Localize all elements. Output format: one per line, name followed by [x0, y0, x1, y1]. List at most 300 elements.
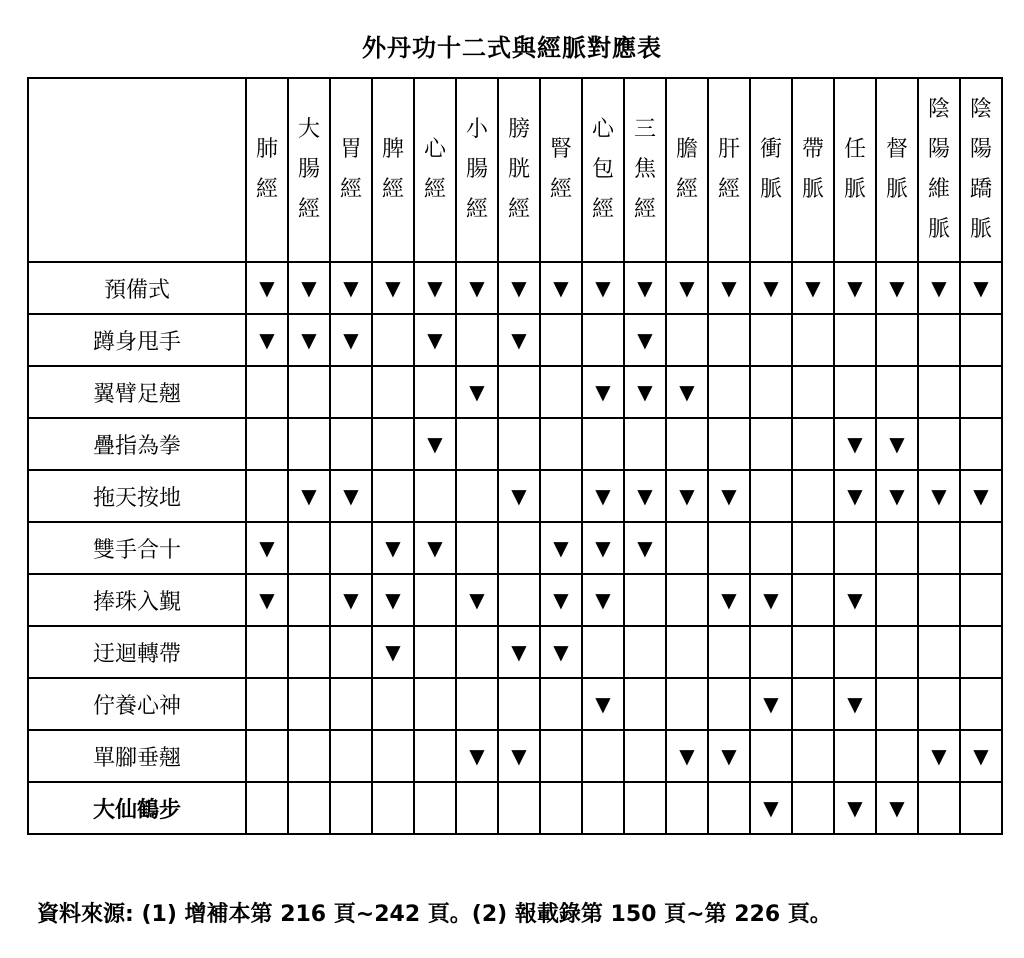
empty-cell: [750, 522, 792, 574]
mark-cell: [330, 470, 372, 522]
empty-cell: [624, 418, 666, 470]
mark-cell: [792, 262, 834, 314]
down-triangle-icon: ▼: [889, 432, 905, 456]
down-triangle-icon: ▼: [427, 432, 443, 456]
exercise-name: 疊指為拳: [28, 418, 246, 470]
mark-cell: [624, 470, 666, 522]
down-triangle-icon: ▼: [595, 588, 611, 612]
empty-cell: [498, 782, 540, 834]
empty-cell: [582, 782, 624, 834]
mark-cell: [876, 470, 918, 522]
header-char: 陽: [927, 137, 950, 162]
mark-cell: [540, 522, 582, 574]
empty-cell: [708, 678, 750, 730]
down-triangle-icon: ▼: [259, 536, 275, 560]
header-char: 陽: [969, 137, 992, 162]
column-header: [288, 78, 330, 262]
empty-cell: [918, 314, 960, 366]
header-char: 心: [591, 117, 614, 142]
header-char: 三: [633, 117, 656, 142]
mark-cell: [372, 626, 414, 678]
table-row: [28, 314, 1002, 366]
empty-cell: [918, 574, 960, 626]
column-header: [540, 78, 582, 262]
down-triangle-icon: ▼: [427, 328, 443, 352]
empty-cell: [876, 522, 918, 574]
mark-cell: [372, 574, 414, 626]
empty-cell: [414, 574, 456, 626]
table-row: [28, 730, 1002, 782]
column-header: [456, 78, 498, 262]
down-triangle-icon: ▼: [301, 276, 317, 300]
empty-cell: [288, 626, 330, 678]
header-char: 膀: [507, 117, 530, 142]
column-header: [876, 78, 918, 262]
empty-cell: [708, 366, 750, 418]
header-char: 任: [843, 137, 866, 162]
down-triangle-icon: ▼: [511, 328, 527, 352]
mark-cell: [750, 782, 792, 834]
down-triangle-icon: ▼: [343, 484, 359, 508]
header-char: 肝: [717, 137, 740, 162]
mark-cell: [666, 470, 708, 522]
empty-cell: [330, 418, 372, 470]
mark-cell: [834, 574, 876, 626]
down-triangle-icon: ▼: [385, 276, 401, 300]
table-row: [28, 418, 1002, 470]
exercise-name: 大仙鶴步: [28, 782, 246, 834]
empty-cell: [666, 418, 708, 470]
down-triangle-icon: ▼: [343, 588, 359, 612]
empty-cell: [582, 314, 624, 366]
empty-cell: [624, 574, 666, 626]
down-triangle-icon: ▼: [637, 276, 653, 300]
empty-cell: [288, 418, 330, 470]
empty-cell: [666, 782, 708, 834]
empty-cell: [540, 730, 582, 782]
empty-cell: [582, 418, 624, 470]
table-header-row: [28, 78, 1002, 262]
down-triangle-icon: ▼: [889, 276, 905, 300]
empty-cell: [498, 366, 540, 418]
column-header: [666, 78, 708, 262]
header-char: 胃: [339, 137, 362, 162]
empty-cell: [288, 366, 330, 418]
mark-cell: [498, 626, 540, 678]
column-header: [792, 78, 834, 262]
empty-cell: [582, 626, 624, 678]
header-char: 蹻: [969, 177, 992, 202]
empty-cell: [918, 418, 960, 470]
down-triangle-icon: ▼: [301, 484, 317, 508]
mark-cell: [246, 314, 288, 366]
empty-cell: [456, 522, 498, 574]
down-triangle-icon: ▼: [301, 328, 317, 352]
header-char: 陰: [927, 97, 950, 122]
mark-cell: [666, 366, 708, 418]
mark-cell: [624, 366, 666, 418]
empty-cell: [960, 522, 1002, 574]
mark-cell: [834, 262, 876, 314]
mark-cell: [330, 574, 372, 626]
table-row: [28, 366, 1002, 418]
empty-cell: [876, 366, 918, 418]
down-triangle-icon: ▼: [595, 692, 611, 716]
down-triangle-icon: ▼: [721, 276, 737, 300]
empty-cell: [372, 470, 414, 522]
down-triangle-icon: ▼: [511, 276, 527, 300]
empty-cell: [960, 782, 1002, 834]
down-triangle-icon: ▼: [637, 484, 653, 508]
empty-cell: [414, 470, 456, 522]
down-triangle-icon: ▼: [595, 536, 611, 560]
down-triangle-icon: ▼: [385, 536, 401, 560]
header-char: 帶: [801, 137, 824, 162]
empty-cell: [792, 678, 834, 730]
empty-cell: [330, 678, 372, 730]
empty-cell: [540, 366, 582, 418]
mark-cell: [708, 574, 750, 626]
mark-cell: [372, 522, 414, 574]
header-char: 小: [465, 117, 488, 142]
mark-cell: [414, 314, 456, 366]
empty-cell: [456, 782, 498, 834]
mark-cell: [456, 574, 498, 626]
empty-cell: [372, 678, 414, 730]
down-triangle-icon: ▼: [973, 276, 989, 300]
down-triangle-icon: ▼: [469, 588, 485, 612]
header-char: 脈: [927, 217, 950, 242]
empty-cell: [372, 730, 414, 782]
down-triangle-icon: ▼: [427, 536, 443, 560]
header-char: 腸: [297, 157, 320, 182]
down-triangle-icon: ▼: [763, 692, 779, 716]
exercise-name: 迂迴轉帶: [28, 626, 246, 678]
empty-cell: [540, 678, 582, 730]
mark-cell: [876, 782, 918, 834]
empty-cell: [372, 782, 414, 834]
exercise-name: 預備式: [28, 262, 246, 314]
empty-cell: [330, 730, 372, 782]
down-triangle-icon: ▼: [343, 276, 359, 300]
empty-cell: [456, 678, 498, 730]
down-triangle-icon: ▼: [847, 432, 863, 456]
empty-cell: [414, 782, 456, 834]
column-header: [414, 78, 456, 262]
mark-cell: [330, 314, 372, 366]
empty-cell: [330, 522, 372, 574]
table-row: [28, 782, 1002, 834]
down-triangle-icon: ▼: [721, 588, 737, 612]
empty-cell: [792, 366, 834, 418]
down-triangle-icon: ▼: [511, 484, 527, 508]
mark-cell: [582, 470, 624, 522]
empty-cell: [246, 470, 288, 522]
down-triangle-icon: ▼: [259, 276, 275, 300]
header-char: 經: [507, 197, 530, 222]
header-char: 經: [339, 177, 362, 202]
table-row: [28, 574, 1002, 626]
mark-cell: [330, 262, 372, 314]
mark-cell: [414, 522, 456, 574]
empty-cell: [666, 314, 708, 366]
empty-cell: [330, 366, 372, 418]
mark-cell: [624, 522, 666, 574]
down-triangle-icon: ▼: [259, 588, 275, 612]
column-header: [246, 78, 288, 262]
empty-cell: [414, 626, 456, 678]
down-triangle-icon: ▼: [847, 484, 863, 508]
header-char: 脈: [969, 217, 992, 242]
empty-cell: [918, 678, 960, 730]
mark-cell: [918, 470, 960, 522]
down-triangle-icon: ▼: [259, 328, 275, 352]
empty-cell: [708, 418, 750, 470]
empty-cell: [540, 314, 582, 366]
header-char: 膽: [675, 137, 698, 162]
header-char: 衝: [759, 137, 782, 162]
column-header: [834, 78, 876, 262]
header-char: 脈: [801, 177, 824, 202]
source-note: 資料來源: (1) 增補本第 216 頁~242 頁。(2) 報載錄第 150 頁~第 226 頁。: [37, 902, 832, 927]
mark-cell: [834, 470, 876, 522]
column-header: [498, 78, 540, 262]
mark-cell: [918, 262, 960, 314]
header-char: 督: [885, 137, 908, 162]
column-header: [372, 78, 414, 262]
mark-cell: [288, 314, 330, 366]
mark-cell: [498, 730, 540, 782]
empty-cell: [834, 366, 876, 418]
empty-cell: [918, 366, 960, 418]
empty-cell: [372, 314, 414, 366]
mark-cell: [708, 262, 750, 314]
down-triangle-icon: ▼: [763, 276, 779, 300]
mark-cell: [582, 522, 624, 574]
empty-cell: [960, 678, 1002, 730]
down-triangle-icon: ▼: [721, 744, 737, 768]
down-triangle-icon: ▼: [847, 796, 863, 820]
mark-cell: [288, 262, 330, 314]
down-triangle-icon: ▼: [721, 484, 737, 508]
mark-cell: [834, 418, 876, 470]
header-char: 腎: [549, 137, 572, 162]
empty-cell: [246, 782, 288, 834]
header-char: 胱: [507, 157, 530, 182]
empty-cell: [960, 574, 1002, 626]
mark-cell: [666, 262, 708, 314]
table-row: [28, 626, 1002, 678]
header-char: 經: [465, 197, 488, 222]
empty-cell: [750, 626, 792, 678]
mark-cell: [582, 678, 624, 730]
exercise-name: 雙手合十: [28, 522, 246, 574]
exercise-name: 蹲身甩手: [28, 314, 246, 366]
down-triangle-icon: ▼: [847, 692, 863, 716]
empty-cell: [666, 574, 708, 626]
mark-cell: [456, 262, 498, 314]
mark-cell: [498, 262, 540, 314]
mark-cell: [582, 262, 624, 314]
header-char: 經: [633, 197, 656, 222]
empty-cell: [792, 782, 834, 834]
mark-cell: [750, 574, 792, 626]
empty-cell: [960, 626, 1002, 678]
down-triangle-icon: ▼: [931, 744, 947, 768]
column-header: [708, 78, 750, 262]
column-header: [750, 78, 792, 262]
down-triangle-icon: ▼: [931, 484, 947, 508]
header-char: 心: [423, 137, 446, 162]
empty-cell: [456, 626, 498, 678]
down-triangle-icon: ▼: [553, 640, 569, 664]
exercise-name: 拖天按地: [28, 470, 246, 522]
down-triangle-icon: ▼: [973, 484, 989, 508]
empty-cell: [792, 522, 834, 574]
empty-cell: [750, 418, 792, 470]
exercise-name: 單腳垂翹: [28, 730, 246, 782]
mark-cell: [876, 418, 918, 470]
empty-cell: [876, 626, 918, 678]
empty-cell: [918, 626, 960, 678]
column-header: [624, 78, 666, 262]
mark-cell: [288, 470, 330, 522]
header-char: 經: [591, 197, 614, 222]
empty-cell: [288, 730, 330, 782]
empty-cell: [288, 574, 330, 626]
empty-cell: [918, 522, 960, 574]
header-char: 經: [423, 177, 446, 202]
header-char: 腸: [465, 157, 488, 182]
header-char: 包: [591, 157, 614, 182]
down-triangle-icon: ▼: [595, 276, 611, 300]
header-char: 經: [675, 177, 698, 202]
empty-cell: [330, 626, 372, 678]
down-triangle-icon: ▼: [679, 276, 695, 300]
down-triangle-icon: ▼: [385, 640, 401, 664]
down-triangle-icon: ▼: [679, 380, 695, 404]
empty-cell: [540, 470, 582, 522]
header-char: 經: [297, 197, 320, 222]
empty-cell: [792, 626, 834, 678]
header-char: 陰: [969, 97, 992, 122]
empty-cell: [792, 418, 834, 470]
empty-cell: [708, 782, 750, 834]
empty-cell: [666, 626, 708, 678]
empty-cell: [498, 418, 540, 470]
table-row: [28, 678, 1002, 730]
empty-cell: [792, 314, 834, 366]
column-header: [330, 78, 372, 262]
down-triangle-icon: ▼: [427, 276, 443, 300]
empty-cell: [876, 574, 918, 626]
mark-cell: [960, 262, 1002, 314]
empty-cell: [960, 314, 1002, 366]
down-triangle-icon: ▼: [553, 276, 569, 300]
exercise-name: 捧珠入覲: [28, 574, 246, 626]
mark-cell: [372, 262, 414, 314]
header-char: 脈: [759, 177, 782, 202]
empty-cell: [582, 730, 624, 782]
empty-cell: [246, 366, 288, 418]
mark-cell: [498, 314, 540, 366]
down-triangle-icon: ▼: [889, 796, 905, 820]
mark-cell: [246, 574, 288, 626]
mark-cell: [540, 626, 582, 678]
mark-cell: [960, 730, 1002, 782]
down-triangle-icon: ▼: [973, 744, 989, 768]
meridian-table: [27, 77, 1003, 835]
empty-cell: [876, 730, 918, 782]
mark-cell: [624, 314, 666, 366]
empty-cell: [456, 470, 498, 522]
empty-cell: [834, 314, 876, 366]
down-triangle-icon: ▼: [679, 744, 695, 768]
table-row: [28, 470, 1002, 522]
header-char: 維: [927, 177, 950, 202]
mark-cell: [456, 730, 498, 782]
empty-cell: [372, 418, 414, 470]
down-triangle-icon: ▼: [847, 276, 863, 300]
mark-cell: [540, 262, 582, 314]
mark-cell: [582, 574, 624, 626]
empty-cell: [414, 366, 456, 418]
empty-cell: [960, 418, 1002, 470]
empty-cell: [456, 314, 498, 366]
mark-cell: [414, 262, 456, 314]
column-header: [582, 78, 624, 262]
mark-cell: [456, 366, 498, 418]
table-row: [28, 522, 1002, 574]
empty-cell: [498, 678, 540, 730]
mark-cell: [666, 730, 708, 782]
down-triangle-icon: ▼: [637, 536, 653, 560]
empty-cell: [750, 730, 792, 782]
empty-cell: [834, 522, 876, 574]
empty-cell: [456, 418, 498, 470]
empty-cell: [288, 782, 330, 834]
mark-cell: [624, 262, 666, 314]
mark-cell: [834, 678, 876, 730]
empty-cell: [246, 418, 288, 470]
down-triangle-icon: ▼: [931, 276, 947, 300]
mark-cell: [246, 522, 288, 574]
empty-cell: [624, 782, 666, 834]
empty-cell: [414, 678, 456, 730]
empty-cell: [288, 678, 330, 730]
empty-cell: [540, 418, 582, 470]
empty-cell: [666, 678, 708, 730]
mark-cell: [540, 574, 582, 626]
down-triangle-icon: ▼: [469, 380, 485, 404]
page-title: 外丹功十二式與經脈對應表: [362, 34, 662, 62]
header-char: 經: [255, 177, 278, 202]
mark-cell: [876, 262, 918, 314]
down-triangle-icon: ▼: [637, 380, 653, 404]
table-corner-cell: [28, 78, 246, 262]
down-triangle-icon: ▼: [679, 484, 695, 508]
down-triangle-icon: ▼: [637, 328, 653, 352]
exercise-name: 翼臂足翹: [28, 366, 246, 418]
header-char: 焦: [633, 157, 656, 182]
empty-cell: [792, 574, 834, 626]
empty-cell: [750, 366, 792, 418]
empty-cell: [498, 522, 540, 574]
empty-cell: [288, 522, 330, 574]
empty-cell: [792, 730, 834, 782]
empty-cell: [960, 366, 1002, 418]
header-char: 肺: [255, 137, 278, 162]
